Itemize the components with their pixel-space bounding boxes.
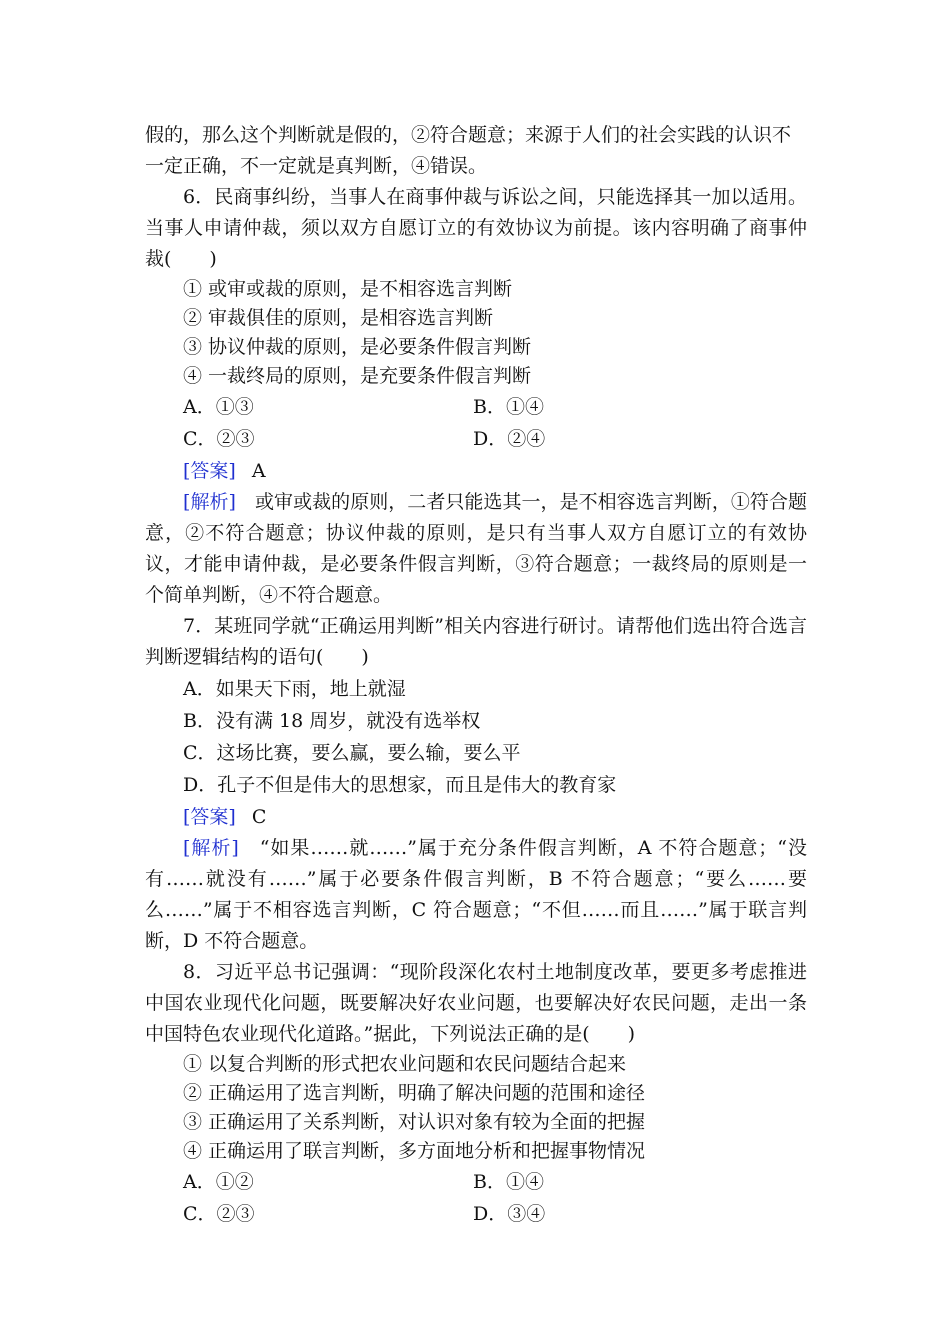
q6-statement-2: ② 审裁俱佳的原则，是相容选言判断 <box>183 307 494 329</box>
q8-statement-1: ① 以复合判断的形式把农业问题和农民问题结合起来 <box>183 1053 627 1075</box>
q8-choice-a: A．①② <box>183 1171 254 1193</box>
q6-statement-3: ③ 协议仲裁的原则，是必要条件假言判断 <box>183 336 532 358</box>
q7-stem: 7．某班同学就“正确运用判断”相关内容进行研讨。请帮他们选出符合选言判断逻辑结构的语句( ) <box>145 615 807 668</box>
q6-choices-row-1 <box>145 391 807 423</box>
q8-choices-row-1 <box>145 1166 807 1198</box>
q7-analysis-tag: [解析] <box>183 837 239 859</box>
q6-stem: 6．民商事纠纷，当事人在商事仲裁与诉讼之间，只能选择其一加以适用。当事人申请仲裁，须以双方自愿订立的有效协议为前提。该内容明确了商事仲裁( ) <box>145 186 807 270</box>
intro-line-2: 一定正确，不一定就是真判断，④错误。 <box>145 155 488 177</box>
q6-analysis <box>145 487 807 611</box>
q6-choices-row-2 <box>145 423 807 455</box>
q7-answer-tag: [答案] <box>183 806 236 828</box>
q8-statement-3: ③ 正确运用了关系判断，对认识对象有较为全面的把握 <box>183 1111 646 1133</box>
q7-option-a: A．如果天下雨，地上就湿 <box>183 678 406 700</box>
q7-answer <box>145 801 807 833</box>
q7-option-c: C．这场比赛，要么赢，要么输，要么平 <box>183 742 521 764</box>
q7-option-d: D．孔子不但是伟大的思想家，而且是伟大的教育家 <box>183 774 617 796</box>
q8-statement-4: ④ 正确运用了联言判断，多方面地分析和把握事物情况 <box>183 1140 646 1162</box>
q8-choices-row-2 <box>145 1198 807 1230</box>
q6-answer <box>145 455 807 487</box>
q6-statement-1: ① 或审或裁的原则，是不相容选言判断 <box>183 278 513 300</box>
intro-line-1: 假的，那么这个判断就是假的，②符合题意；来源于人们的社会实践的认识不 <box>145 124 792 146</box>
document-page <box>145 120 807 1230</box>
q6-choice-b: B．①④ <box>473 396 544 418</box>
q6-analysis-tag: [解析] <box>183 491 236 513</box>
q6-statement-4: ④ 一裁终局的原则，是充要条件假言判断 <box>183 365 532 387</box>
q8-choice-d: D．③④ <box>473 1203 546 1225</box>
q6-choice-a: A．①③ <box>183 396 254 418</box>
q6-analysis-text: 或审或裁的原则，二者只能选其一，是不相容选言判断，①符合题意，②不符合题意；协议仲裁的原则，是只有当事人双方自愿订立的有效协议，才能申请仲裁，是必要条件假言判断，③符合题意；一裁终局的原则是一个简单判断，④不符合题意。 <box>145 491 807 606</box>
q8-stem: 8．习近平总书记强调：“现阶段深化农村土地制度改革，要更多考虑推进中国农业现代化问题，既要解决好农业问题，也要解决好农民问题，走出一条中国特色农业现代化道路。”据此，下列说法正确的是( ) <box>145 961 807 1045</box>
q8-statement-2: ② 正确运用了选言判断，明确了解决问题的范围和途径 <box>183 1082 646 1104</box>
q6-choice-c: C．②③ <box>183 428 255 450</box>
q6-answer-tag: [答案] <box>183 460 236 482</box>
q6-choice-d: D．②④ <box>473 428 546 450</box>
q7-analysis-text: “如果……就……”属于充分条件假言判断，A 不符合题意；“没有……就没有……”属于必要条件假言判断，B 不符合题意；“要么……要么……”属于不相容选言判断，C 符合题意；“不但……而且……”属于联言判断，D 不符合题意。 <box>145 837 807 952</box>
q8-choice-b: B．①④ <box>473 1171 544 1193</box>
q8-choice-c: C．②③ <box>183 1203 255 1225</box>
q7-analysis <box>145 833 807 957</box>
q7-option-b: B．没有满 18 周岁，就没有选举权 <box>183 710 481 732</box>
q6-answer-value: A <box>251 460 266 482</box>
q7-answer-value: C <box>251 806 267 828</box>
